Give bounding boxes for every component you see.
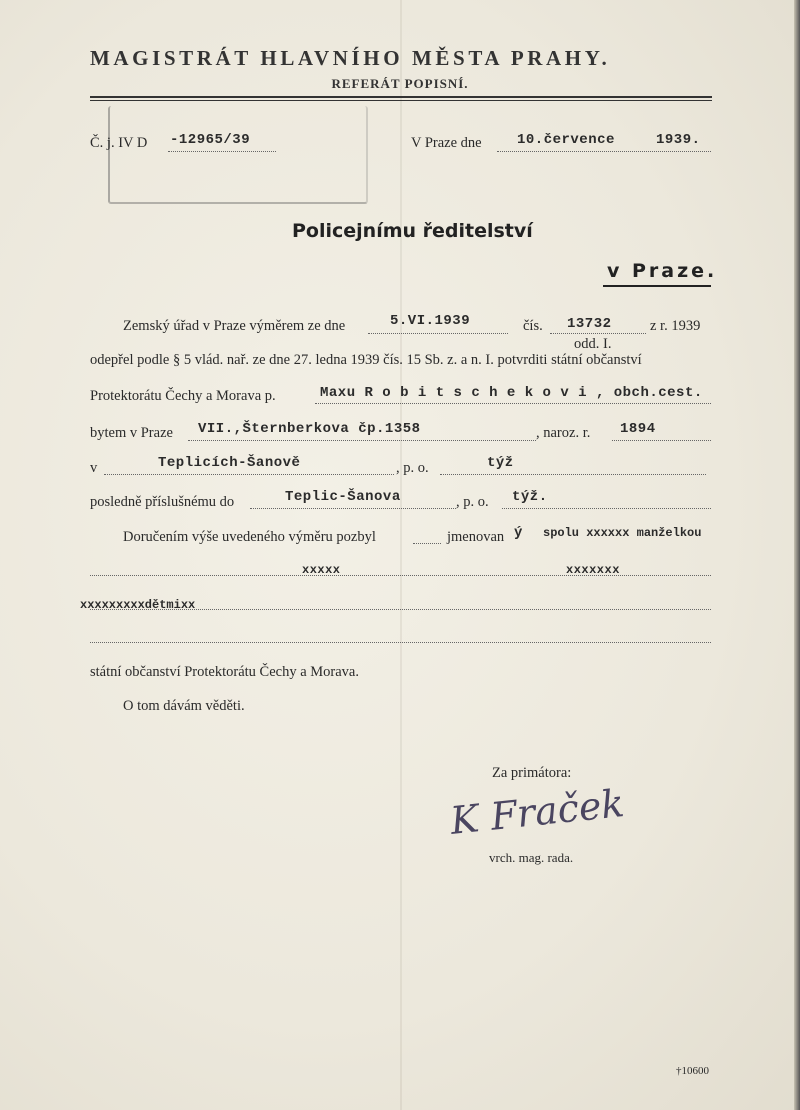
city-underline	[603, 285, 711, 287]
named-label: jmenovan	[447, 529, 505, 545]
form-code: †10600	[676, 1065, 709, 1077]
struck-text-4: xxxxxxxxxdětmixx	[80, 598, 196, 612]
office-title: MAGISTRÁT HLAVNÍHO MĚSTA PRAHY.	[90, 46, 611, 70]
body-line2-text: odepřel podle § 5 vlád. nař. ze dne 27. ledna 1939 čís. 15 Sb. z. a n. I. potvrditi státní občanství	[90, 352, 642, 368]
residence-address: VII.,Šternberkova čp.1358	[198, 421, 421, 437]
faint-stamp	[108, 106, 368, 204]
gender-ending: ý	[514, 525, 523, 541]
notice-text: O tom dávám věděti.	[123, 698, 245, 714]
signatory-label: Za primátora:	[492, 765, 572, 781]
dotted-line	[90, 575, 711, 576]
decision-date: 5.VI.1939	[390, 313, 471, 329]
header-rule	[90, 96, 712, 98]
signatory-title: vrch. mag. rada.	[489, 850, 574, 865]
decision-number: 13732	[567, 316, 612, 332]
dotted-line	[413, 543, 441, 544]
citizenship-text: státní občanství Protektorátu Čechy a Morava.	[90, 664, 359, 680]
birthplace-label: v	[90, 460, 98, 476]
department-title: REFERÁT POPISNÍ.	[331, 76, 469, 91]
domicile-label: posledně příslušnému do	[90, 494, 235, 510]
dotted-line	[90, 609, 711, 610]
dotted-line	[188, 440, 536, 441]
date-value: 10.července	[517, 132, 615, 148]
dotted-line	[550, 333, 646, 334]
body-line3-text: Protektorátu Čechy a Morava p.	[90, 388, 276, 404]
birth-district: týž	[487, 455, 514, 471]
struck-text-1: spolu xxxxxx manželkou	[543, 526, 702, 540]
dotted-line	[368, 333, 508, 334]
reference-number: -12965/39	[170, 132, 251, 148]
dotted-line	[315, 403, 711, 404]
fold-line	[400, 0, 402, 1110]
decision-year: z r. 1939	[650, 318, 701, 334]
header-rule-thin	[90, 100, 712, 101]
district-label: , p. o.	[396, 460, 429, 476]
body-line1-text: Zemský úřad v Praze výměrem ze dne	[123, 318, 346, 334]
district-label-2: , p. o.	[456, 494, 489, 510]
year-value: 1939.	[656, 132, 701, 148]
dotted-line	[612, 440, 711, 441]
department-label: odd. I.	[574, 336, 612, 352]
residence-label: bytem v Praze	[90, 425, 173, 441]
body-line7-text: Doručením výše uvedeného výměru pozbyl	[123, 529, 376, 545]
birth-year: 1894	[620, 421, 656, 437]
number-label: čís.	[523, 318, 543, 334]
dotted-line	[168, 151, 276, 152]
person-name: Maxu R o b i t s c h e k o v i , obch.cest.	[320, 385, 703, 401]
domicile-district: týž.	[512, 489, 548, 505]
dotted-line	[440, 474, 706, 475]
birthplace: Teplicích-Šanově	[158, 455, 301, 471]
reference-label: Č. j. IV D	[90, 135, 148, 151]
dotted-line	[104, 474, 394, 475]
struck-text-2: xxxxx	[302, 563, 341, 577]
dotted-line	[502, 508, 711, 509]
dotted-line	[250, 508, 456, 509]
addressee-city: v Praze.	[607, 260, 718, 282]
struck-text-3: xxxxxxx	[566, 563, 620, 577]
place-date-label: V Praze dne	[411, 135, 482, 151]
dotted-line	[90, 642, 711, 643]
handwritten-signature: K Fraček	[448, 781, 627, 843]
dotted-line	[497, 151, 711, 152]
page-edge	[794, 0, 800, 1110]
addressee-title: Policejnímu ředitelství	[292, 220, 533, 242]
domicile-place: Teplic-Šanova	[285, 489, 401, 505]
born-label: , naroz. r.	[536, 425, 591, 441]
